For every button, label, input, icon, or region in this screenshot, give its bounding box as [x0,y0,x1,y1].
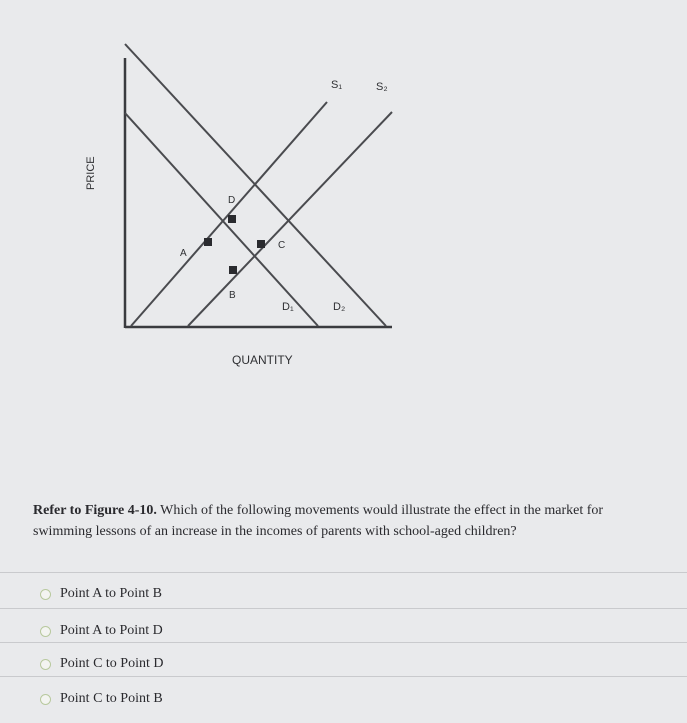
point-d-label: D [228,195,236,206]
x-axis-label: QUANTITY [232,353,293,367]
demand-1-label: D₁ [282,301,294,313]
radio-button[interactable] [40,694,51,705]
point-b-label: B [229,290,236,301]
option-label: Point A to Point B [60,586,162,601]
radio-button[interactable] [40,659,51,670]
figure-reference: Refer to Figure 4-10. [33,503,157,518]
divider [0,608,687,609]
option-label: Point C to Point D [60,656,164,671]
answer-option-c-to-b[interactable] [40,688,163,710]
demand-2-label: D₂ [333,301,346,313]
point-a-label: A [180,248,187,259]
radio-button[interactable] [40,589,51,600]
answer-option-a-to-d[interactable] [40,620,163,642]
answer-option-c-to-d[interactable] [40,653,163,675]
point-d-marker [228,215,236,223]
question-text [33,500,663,542]
point-b-marker [229,266,237,274]
point-c-label: C [278,240,286,251]
y-axis-label: PRICE [85,156,97,190]
divider [0,572,687,573]
supply-1-label: S₁ [331,79,343,91]
divider [0,676,687,677]
radio-button[interactable] [40,626,51,637]
answer-option-a-to-b[interactable] [40,583,162,605]
divider [0,642,687,643]
supply-2-label: S₂ [376,81,388,93]
point-a-marker [204,238,212,246]
option-label: Point C to Point B [60,691,163,706]
option-label: Point A to Point D [60,623,163,638]
question-body: Which of the following movements would illustrate the effect in the market for swimming lessons of an increase in the incomes of parents with school-aged children? [33,503,604,539]
point-c-marker [257,240,265,248]
